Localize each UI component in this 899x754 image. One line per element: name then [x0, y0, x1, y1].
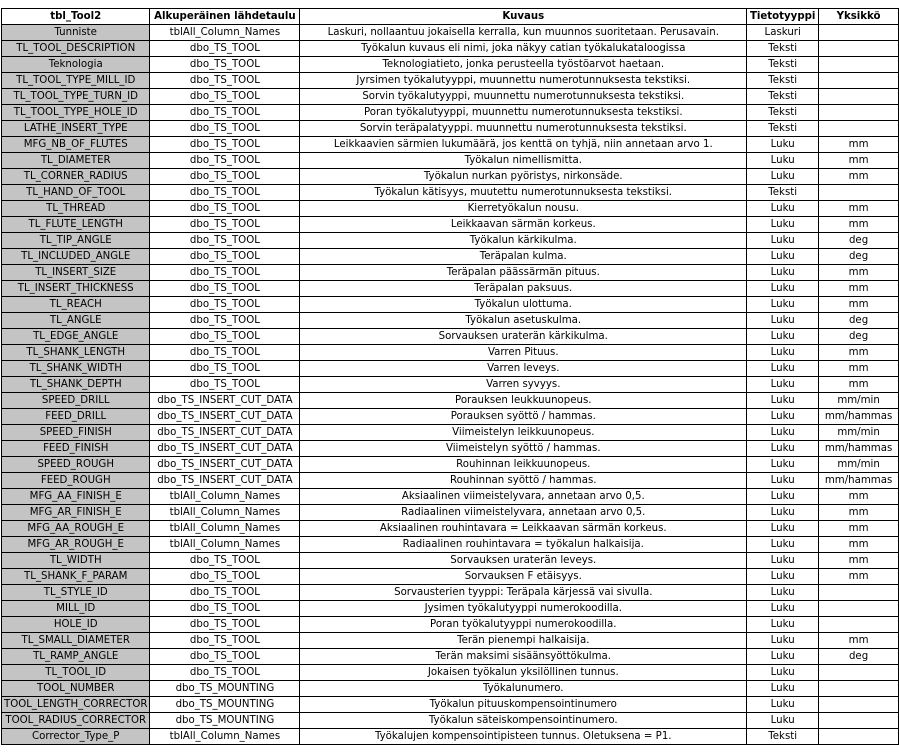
data-type-cell: Luku	[747, 281, 819, 297]
table-row	[2, 265, 899, 281]
data-type-cell: Luku	[747, 681, 819, 697]
description-cell: Rouhinnan leikkuunopeus.	[300, 457, 747, 473]
field-name-cell: TL_SHANK_LENGTH	[2, 345, 150, 361]
header-field-name: tbl_Tool2	[2, 9, 150, 25]
description-cell: Teräpalan kulma.	[300, 249, 747, 265]
table-row	[2, 185, 899, 201]
data-type-cell: Laskuri	[747, 25, 819, 41]
source-table-cell: dbo_TS_INSERT_CUT_DATA	[150, 409, 300, 425]
field-name-cell: TL_SMALL_DIAMETER	[2, 633, 150, 649]
data-type-cell: Luku	[747, 617, 819, 633]
table-row	[2, 73, 899, 89]
field-name-cell: TL_TOOL_TYPE_TURN_ID	[2, 89, 150, 105]
unit-cell: mm	[819, 633, 899, 649]
table-row	[2, 217, 899, 233]
description-cell: Laskuri, nollaantuu jokaisella kerralla, kun muunnos suoritetaan. Perusavain.	[300, 25, 747, 41]
unit-cell: mm	[819, 265, 899, 281]
source-table-cell: tblAll_Column_Names	[150, 521, 300, 537]
field-name-cell: TL_SHANK_DEPTH	[2, 377, 150, 393]
data-type-cell: Luku	[747, 505, 819, 521]
data-type-cell: Luku	[747, 233, 819, 249]
description-cell: Työkalun kuvaus eli nimi, joka näkyy catian työkalukataloogissa	[300, 41, 747, 57]
data-type-cell: Teksti	[747, 73, 819, 89]
field-name-cell: TL_HAND_OF_TOOL	[2, 185, 150, 201]
unit-cell	[819, 681, 899, 697]
field-name-cell: TL_SHANK_F_PARAM	[2, 569, 150, 585]
data-type-cell: Teksti	[747, 729, 819, 745]
description-cell: Sorvauksen F etäisyys.	[300, 569, 747, 585]
unit-cell: deg	[819, 649, 899, 665]
unit-cell: mm/hammas	[819, 441, 899, 457]
header-row	[2, 9, 899, 25]
unit-cell: mm	[819, 537, 899, 553]
description-cell: Varren Pituus.	[300, 345, 747, 361]
unit-cell	[819, 585, 899, 601]
unit-cell	[819, 41, 899, 57]
table-row	[2, 153, 899, 169]
unit-cell: mm	[819, 217, 899, 233]
source-table-cell: dbo_TS_MOUNTING	[150, 681, 300, 697]
source-table-cell: dbo_TS_TOOL	[150, 105, 300, 121]
data-type-cell: Luku	[747, 393, 819, 409]
data-type-cell: Teksti	[747, 121, 819, 137]
unit-cell: mm	[819, 553, 899, 569]
table-row	[2, 537, 899, 553]
field-name-cell: TL_STYLE_ID	[2, 585, 150, 601]
source-table-cell: dbo_TS_TOOL	[150, 57, 300, 73]
source-table-cell: tblAll_Column_Names	[150, 537, 300, 553]
description-cell: Työkalun pituuskompensointinumero	[300, 697, 747, 713]
data-type-cell: Luku	[747, 713, 819, 729]
description-cell: Viimeistelyn syöttö / hammas.	[300, 441, 747, 457]
table-row	[2, 329, 899, 345]
source-table-cell: dbo_TS_TOOL	[150, 265, 300, 281]
data-type-cell: Luku	[747, 265, 819, 281]
table-row	[2, 505, 899, 521]
data-type-cell: Teksti	[747, 105, 819, 121]
field-name-cell: TL_EDGE_ANGLE	[2, 329, 150, 345]
description-cell: Aksiaalinen rouhintavara = Leikkaavan särmän korkeus.	[300, 521, 747, 537]
table-row	[2, 553, 899, 569]
data-type-cell: Teksti	[747, 185, 819, 201]
field-name-cell: TL_WIDTH	[2, 553, 150, 569]
field-name-cell: TL_INSERT_THICKNESS	[2, 281, 150, 297]
table-row	[2, 57, 899, 73]
field-name-cell: TL_ANGLE	[2, 313, 150, 329]
header-source-table: Alkuperäinen lähdetaulu	[150, 9, 300, 25]
field-name-cell: MFG_AR_ROUGH_E	[2, 537, 150, 553]
source-table-cell: dbo_TS_TOOL	[150, 41, 300, 57]
field-name-cell: Corrector_Type_P	[2, 729, 150, 745]
source-table-cell: dbo_TS_INSERT_CUT_DATA	[150, 393, 300, 409]
source-table-cell: dbo_TS_TOOL	[150, 201, 300, 217]
source-table-cell: dbo_TS_MOUNTING	[150, 697, 300, 713]
field-name-cell: SPEED_FINISH	[2, 425, 150, 441]
field-name-cell: TL_THREAD	[2, 201, 150, 217]
unit-cell: mm	[819, 297, 899, 313]
data-type-cell: Luku	[747, 569, 819, 585]
table-row	[2, 585, 899, 601]
field-name-cell: TL_TOOL_TYPE_MILL_ID	[2, 73, 150, 89]
unit-cell: mm	[819, 153, 899, 169]
description-cell: Viimeistelyn leikkuunopeus.	[300, 425, 747, 441]
unit-cell: deg	[819, 233, 899, 249]
data-type-cell: Teksti	[747, 57, 819, 73]
field-name-cell: TL_INCLUDED_ANGLE	[2, 249, 150, 265]
unit-cell	[819, 57, 899, 73]
unit-cell: mm	[819, 489, 899, 505]
source-table-cell: dbo_TS_INSERT_CUT_DATA	[150, 473, 300, 489]
description-cell: Leikkaavan särmän korkeus.	[300, 217, 747, 233]
data-type-cell: Luku	[747, 137, 819, 153]
unit-cell: mm	[819, 281, 899, 297]
table-row	[2, 713, 899, 729]
data-type-cell: Luku	[747, 377, 819, 393]
data-type-cell: Luku	[747, 201, 819, 217]
source-table-cell: dbo_TS_TOOL	[150, 281, 300, 297]
description-cell: Työkalun asetuskulma.	[300, 313, 747, 329]
description-cell: Sorvin teräpalatyyppi. muunnettu numerotunnuksesta tekstiksi.	[300, 121, 747, 137]
data-type-cell: Luku	[747, 249, 819, 265]
unit-cell	[819, 729, 899, 745]
description-cell: Työkalun kärkikulma.	[300, 233, 747, 249]
unit-cell: mm/min	[819, 457, 899, 473]
unit-cell: deg	[819, 249, 899, 265]
data-type-cell: Teksti	[747, 89, 819, 105]
source-table-cell: dbo_TS_TOOL	[150, 121, 300, 137]
data-type-cell: Luku	[747, 553, 819, 569]
field-name-cell: MFG_AA_ROUGH_E	[2, 521, 150, 537]
table-row	[2, 121, 899, 137]
data-type-cell: Luku	[747, 489, 819, 505]
field-name-cell: TL_CORNER_RADIUS	[2, 169, 150, 185]
unit-cell: mm/min	[819, 425, 899, 441]
field-name-cell: FEED_ROUGH	[2, 473, 150, 489]
source-table-cell: dbo_TS_MOUNTING	[150, 713, 300, 729]
description-cell: Sorvin työkalutyyppi, muunnettu numerotunnuksesta tekstiksi.	[300, 89, 747, 105]
unit-cell	[819, 185, 899, 201]
field-name-cell: MFG_AA_FINISH_E	[2, 489, 150, 505]
source-table-cell: dbo_TS_TOOL	[150, 73, 300, 89]
unit-cell: mm	[819, 345, 899, 361]
source-table-cell: dbo_TS_INSERT_CUT_DATA	[150, 441, 300, 457]
unit-cell: mm	[819, 377, 899, 393]
source-table-cell: dbo_TS_TOOL	[150, 249, 300, 265]
field-name-cell: TL_SHANK_WIDTH	[2, 361, 150, 377]
table-row	[2, 617, 899, 633]
table-row	[2, 729, 899, 745]
source-table-cell: dbo_TS_TOOL	[150, 233, 300, 249]
data-type-cell: Luku	[747, 633, 819, 649]
field-name-cell: TOOL_LENGTH_CORRECTOR	[2, 697, 150, 713]
table-row	[2, 457, 899, 473]
description-cell: Poran työkalutyyppi numerokoodilla.	[300, 617, 747, 633]
table-row	[2, 201, 899, 217]
table-row	[2, 345, 899, 361]
source-table-cell: dbo_TS_TOOL	[150, 665, 300, 681]
field-name-cell: TL_TOOL_ID	[2, 665, 150, 681]
description-cell: Teräpalan paksuus.	[300, 281, 747, 297]
table-row	[2, 681, 899, 697]
unit-cell	[819, 617, 899, 633]
table-row	[2, 601, 899, 617]
source-table-cell: dbo_TS_TOOL	[150, 217, 300, 233]
source-table-cell: dbo_TS_TOOL	[150, 137, 300, 153]
data-type-cell: Luku	[747, 297, 819, 313]
description-cell: Terän maksimi sisäänsyöttökulma.	[300, 649, 747, 665]
data-type-cell: Luku	[747, 329, 819, 345]
description-cell: Työkalun nurkan pyöristys, nirkonsäde.	[300, 169, 747, 185]
source-table-cell: dbo_TS_TOOL	[150, 297, 300, 313]
unit-cell: mm/hammas	[819, 409, 899, 425]
table-row	[2, 569, 899, 585]
data-type-cell: Luku	[747, 601, 819, 617]
field-name-cell: TL_FLUTE_LENGTH	[2, 217, 150, 233]
source-table-cell: dbo_TS_TOOL	[150, 169, 300, 185]
data-type-cell: Luku	[747, 361, 819, 377]
unit-cell: mm	[819, 169, 899, 185]
source-table-cell: dbo_TS_TOOL	[150, 313, 300, 329]
description-cell: Porauksen syöttö / hammas.	[300, 409, 747, 425]
table-row	[2, 649, 899, 665]
table-row	[2, 41, 899, 57]
description-cell: Varren syvyys.	[300, 377, 747, 393]
data-type-cell: Luku	[747, 409, 819, 425]
source-table-cell: dbo_TS_TOOL	[150, 569, 300, 585]
unit-cell	[819, 697, 899, 713]
table-row	[2, 633, 899, 649]
description-cell: Aksiaalinen viimeistelyvara, annetaan arvo 0,5.	[300, 489, 747, 505]
description-cell: Sorvausterien tyyppi: Teräpala kärjessä vai sivulla.	[300, 585, 747, 601]
data-type-cell: Luku	[747, 153, 819, 169]
field-name-cell: FEED_FINISH	[2, 441, 150, 457]
description-cell: Sorvauksen uraterän kärkikulma.	[300, 329, 747, 345]
table-row	[2, 697, 899, 713]
field-name-cell: MILL_ID	[2, 601, 150, 617]
source-table-cell: tblAll_Column_Names	[150, 489, 300, 505]
description-cell: Työkalun kätisyys, muutettu numerotunnuksesta tekstiksi.	[300, 185, 747, 201]
field-name-cell: TL_TIP_ANGLE	[2, 233, 150, 249]
table-row	[2, 25, 899, 41]
field-name-cell: HOLE_ID	[2, 617, 150, 633]
table-row	[2, 361, 899, 377]
data-type-cell: Luku	[747, 585, 819, 601]
field-name-cell: TL_DIAMETER	[2, 153, 150, 169]
unit-cell	[819, 25, 899, 41]
unit-cell	[819, 89, 899, 105]
table-row	[2, 249, 899, 265]
source-table-cell: dbo_TS_TOOL	[150, 601, 300, 617]
source-table-cell: dbo_TS_TOOL	[150, 585, 300, 601]
field-name-cell: TOOL_RADIUS_CORRECTOR	[2, 713, 150, 729]
field-name-cell: TL_REACH	[2, 297, 150, 313]
source-table-cell: tblAll_Column_Names	[150, 505, 300, 521]
table-row	[2, 377, 899, 393]
table-row	[2, 233, 899, 249]
description-cell: Työkalunumero.	[300, 681, 747, 697]
description-cell: Jysimen työkalutyyppi numerokoodilla.	[300, 601, 747, 617]
unit-cell	[819, 105, 899, 121]
source-table-cell: dbo_TS_TOOL	[150, 361, 300, 377]
table-row	[2, 105, 899, 121]
field-name-cell: Teknologia	[2, 57, 150, 73]
source-table-cell: dbo_TS_TOOL	[150, 649, 300, 665]
table-row	[2, 169, 899, 185]
description-cell: Rouhinnan syöttö / hammas.	[300, 473, 747, 489]
field-name-cell: TL_RAMP_ANGLE	[2, 649, 150, 665]
field-name-cell: LATHE_INSERT_TYPE	[2, 121, 150, 137]
field-name-cell: SPEED_ROUGH	[2, 457, 150, 473]
description-cell: Jyrsimen työkalutyyppi, muunnettu numerotunnuksesta tekstiksi.	[300, 73, 747, 89]
description-cell: Poran työkalutyyppi, muunnettu numerotunnuksesta tekstiksi.	[300, 105, 747, 121]
data-type-cell: Luku	[747, 313, 819, 329]
field-name-cell: MFG_AR_FINISH_E	[2, 505, 150, 521]
data-type-cell: Luku	[747, 649, 819, 665]
unit-cell: deg	[819, 329, 899, 345]
header-data-type: Tietotyyppi	[747, 9, 819, 25]
data-type-cell: Teksti	[747, 41, 819, 57]
description-cell: Kierretyökalun nousu.	[300, 201, 747, 217]
table-row	[2, 473, 899, 489]
table-row	[2, 409, 899, 425]
field-name-cell: SPEED_DRILL	[2, 393, 150, 409]
source-table-cell: dbo_TS_TOOL	[150, 185, 300, 201]
unit-cell: mm/hammas	[819, 473, 899, 489]
source-table-cell: dbo_TS_TOOL	[150, 345, 300, 361]
description-cell: Varren leveys.	[300, 361, 747, 377]
unit-cell	[819, 73, 899, 89]
data-type-cell: Luku	[747, 537, 819, 553]
field-name-cell: TL_TOOL_TYPE_HOLE_ID	[2, 105, 150, 121]
description-cell: Teknologiatieto, jonka perusteella työstöarvot haetaan.	[300, 57, 747, 73]
table-row	[2, 297, 899, 313]
unit-cell: mm/min	[819, 393, 899, 409]
description-cell: Työkalun ulottuma.	[300, 297, 747, 313]
description-cell: Työkalun nimellismitta.	[300, 153, 747, 169]
data-type-cell: Luku	[747, 169, 819, 185]
field-name-cell: Tunniste	[2, 25, 150, 41]
data-type-cell: Luku	[747, 665, 819, 681]
unit-cell: deg	[819, 313, 899, 329]
description-cell: Porauksen leukkuunopeus.	[300, 393, 747, 409]
table-row	[2, 489, 899, 505]
field-name-cell: TL_INSERT_SIZE	[2, 265, 150, 281]
source-table-cell: dbo_TS_TOOL	[150, 553, 300, 569]
unit-cell	[819, 601, 899, 617]
description-cell: Sorvauksen uraterän leveys.	[300, 553, 747, 569]
unit-cell	[819, 713, 899, 729]
data-type-cell: Luku	[747, 473, 819, 489]
description-cell: Leikkaavien särmien lukumäärä, jos kenttä on tyhjä, niin annetaan arvo 1.	[300, 137, 747, 153]
description-cell: Teräpalan päässärmän pituus.	[300, 265, 747, 281]
source-table-cell: dbo_TS_INSERT_CUT_DATA	[150, 457, 300, 473]
unit-cell	[819, 665, 899, 681]
unit-cell: mm	[819, 201, 899, 217]
data-type-cell: Luku	[747, 217, 819, 233]
data-type-cell: Luku	[747, 345, 819, 361]
source-table-cell: dbo_TS_TOOL	[150, 633, 300, 649]
source-table-cell: tblAll_Column_Names	[150, 729, 300, 745]
source-table-cell: dbo_TS_INSERT_CUT_DATA	[150, 425, 300, 441]
unit-cell: mm	[819, 569, 899, 585]
data-type-cell: Luku	[747, 457, 819, 473]
unit-cell: mm	[819, 521, 899, 537]
source-table-cell: tblAll_Column_Names	[150, 25, 300, 41]
table-row	[2, 665, 899, 681]
table-body	[2, 25, 899, 745]
table-row	[2, 441, 899, 457]
description-cell: Radiaalinen rouhintavara = työkalun halkaisija.	[300, 537, 747, 553]
table-row	[2, 281, 899, 297]
description-cell: Työkalujen kompensointipisteen tunnus. Oletuksena = P1.	[300, 729, 747, 745]
source-table-cell: dbo_TS_TOOL	[150, 89, 300, 105]
data-type-cell: Luku	[747, 521, 819, 537]
source-table-cell: dbo_TS_TOOL	[150, 329, 300, 345]
header-description: Kuvaus	[300, 9, 747, 25]
unit-cell: mm	[819, 137, 899, 153]
table-row	[2, 393, 899, 409]
table-row	[2, 425, 899, 441]
tool-field-table	[1, 8, 899, 745]
field-name-cell: TOOL_NUMBER	[2, 681, 150, 697]
source-table-cell: dbo_TS_TOOL	[150, 153, 300, 169]
data-type-cell: Luku	[747, 425, 819, 441]
unit-cell: mm	[819, 505, 899, 521]
description-cell: Jokaisen työkalun yksilöllinen tunnus.	[300, 665, 747, 681]
field-name-cell: TL_TOOL_DESCRIPTION	[2, 41, 150, 57]
table-row	[2, 521, 899, 537]
table-row	[2, 137, 899, 153]
description-cell: Terän pienempi halkaisija.	[300, 633, 747, 649]
source-table-cell: dbo_TS_TOOL	[150, 377, 300, 393]
unit-cell: mm	[819, 361, 899, 377]
description-cell: Radiaalinen viimeistelyvara, annetaan arvo 0,5.	[300, 505, 747, 521]
field-name-cell: MFG_NB_OF_FLUTES	[2, 137, 150, 153]
source-table-cell: dbo_TS_TOOL	[150, 617, 300, 633]
field-name-cell: FEED_DRILL	[2, 409, 150, 425]
data-type-cell: Luku	[747, 441, 819, 457]
table-row	[2, 313, 899, 329]
unit-cell	[819, 121, 899, 137]
header-unit: Yksikkö	[819, 9, 899, 25]
description-cell: Työkalun säteiskompensointinumero.	[300, 713, 747, 729]
data-type-cell: Luku	[747, 697, 819, 713]
table-row	[2, 89, 899, 105]
